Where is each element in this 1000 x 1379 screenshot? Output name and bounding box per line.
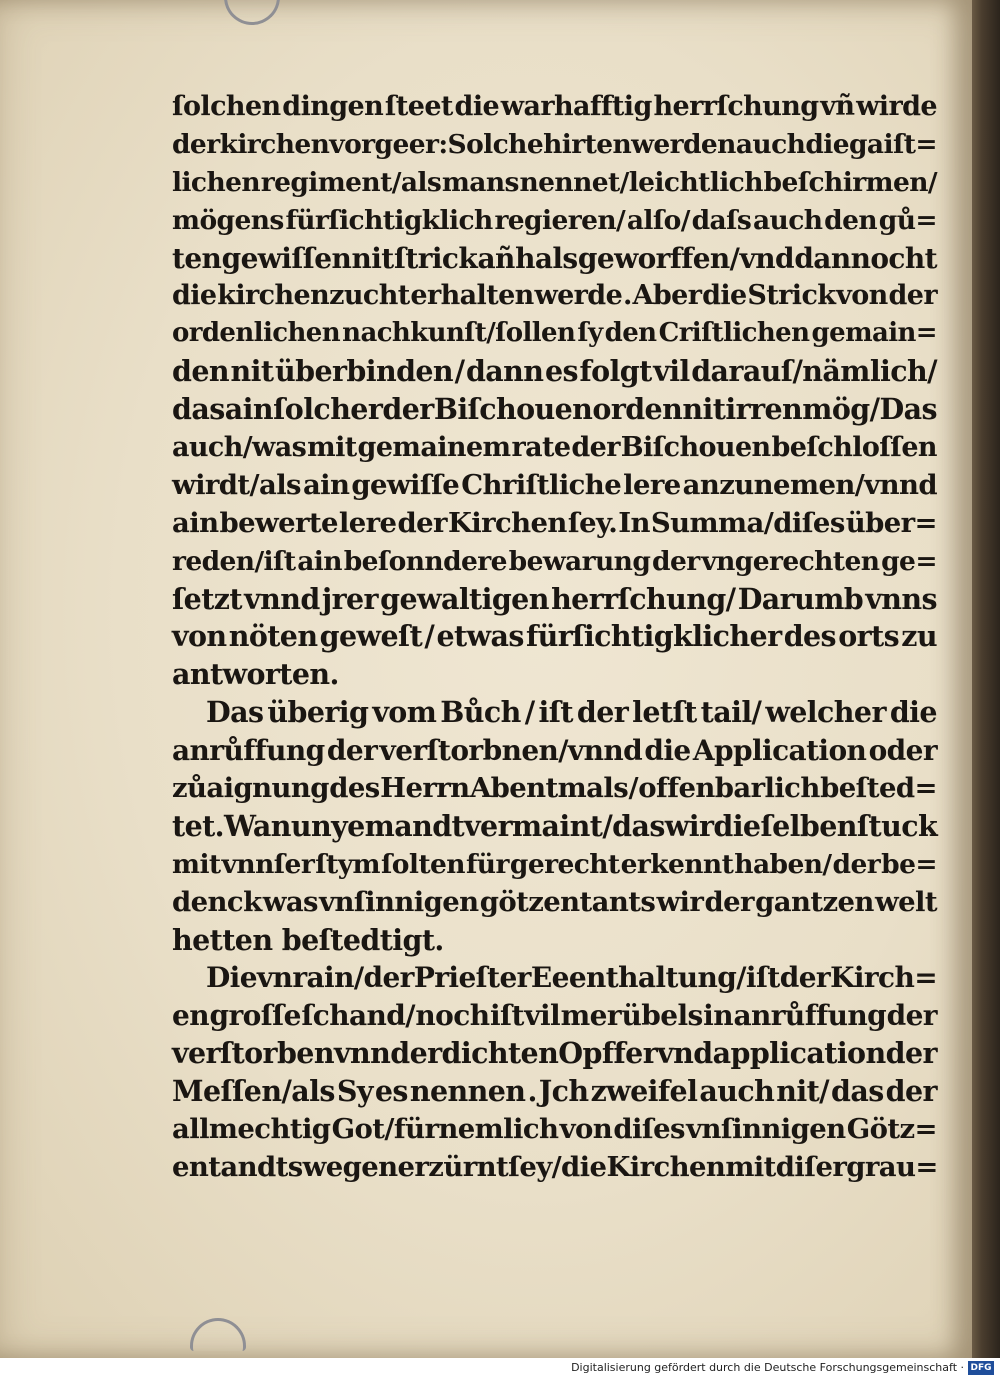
- text-line: ten gewiſſen nit ſtrick añ hals geworffen/ vnd dannocht: [172, 241, 937, 275]
- paper-clip-bottom: [190, 1318, 246, 1351]
- text-line: ain bewerte lere der Kirchen ſey. In Summa/diſes über=: [172, 506, 937, 539]
- text-line: Meſſen/als Sy es nennen . Jch zweifel auch nit/ das der: [172, 1074, 937, 1109]
- text-line: allmechtig Got/fürnemlich von diſes vnſinnigen Götz=: [172, 1113, 937, 1146]
- text-line: ſetzt vnnd jrer gewaltigen herrſchung/ Darumb vnns: [172, 581, 937, 616]
- text-line: lichen regiment/als mans nennet/leichtlich beſchirmen/: [172, 166, 937, 198]
- dfg-logo: DFG: [968, 1361, 994, 1375]
- text-line: der kirchen vorgeer: Solche hirten werden auch die gaiſt=: [172, 128, 937, 160]
- text-line: mögens fürſichtigklich regieren/ alſo/ daſs auch den gů=: [172, 204, 937, 236]
- text-line: en groſſe ſchand/ noch iſt vil mer übels in anrůffung der: [172, 999, 937, 1033]
- text-line: mit vnnſer ſtym ſolten für gerecht erkennt haben/ der be=: [172, 848, 937, 880]
- footer-credit: Digitalisierung gefördert durch die Deutsche Forschungsgemeinschaft ·: [571, 1361, 964, 1374]
- text-line: tet. Wa nun yemandt vermaint/das wir dieſelben ſtuck: [172, 808, 938, 843]
- text-line: antworten.: [172, 657, 339, 692]
- page-text: [172, 88, 937, 1187]
- text-line: wirdt/als ain gewiſſe Chriſtliche lere anzunemen/vnnd: [172, 468, 937, 501]
- book-spine: [972, 0, 1000, 1358]
- text-line: anrůffung der verſtorbnen/vnnd die Application oder: [172, 734, 937, 768]
- text-line: die kirchenzucht erhalten werde . Aber die Strick von der: [172, 280, 937, 312]
- text-line: den nit überbinden / dann es folgt vil darauſ/nämlich/: [172, 354, 937, 389]
- text-line: auch/was mit gemainem rate der Biſchouen beſchloſſen: [172, 432, 937, 464]
- text-line: hetten beſtedtigt.: [172, 922, 444, 957]
- text-line: zůaignung des Herrn Abentmals / offenbarlich beſted=: [172, 772, 937, 805]
- text-line: denck was vnſinnigen götzentants wir der gantzen welt: [172, 885, 937, 918]
- footer-bar: [0, 1358, 1000, 1379]
- text-line: ſolchen dingen ſteet die warhafftig herrſchung vñ wirde: [172, 91, 937, 122]
- text-line: entandts wegen erzürnt ſey/die Kirchen mit diſer grau=: [172, 1150, 938, 1183]
- text-line: reden/iſt ain beſonndere bewarung der vngerechten ge=: [172, 545, 937, 577]
- text-line: von nöten geweſt / etwas fürſichtigklicher des orts zu: [172, 619, 937, 654]
- text-line: verſtorben vnnd erdichten Opffer vnd application der: [172, 1036, 937, 1071]
- text-line: Die vnrain/der Prieſter Ee enthaltung/iſt der Kirch=: [206, 961, 938, 995]
- text-line: ordenlichen nachkunſt/ſollen ſy den Criſtlichen gemain=: [172, 318, 937, 349]
- paper-clip-top: [224, 0, 280, 25]
- text-line: Das überig vom Bůch / iſt der letſt tail/ welcher die: [206, 695, 937, 730]
- text-line: das ain ſolcher der Biſchouen orden nit irren mög/ Das: [172, 392, 937, 427]
